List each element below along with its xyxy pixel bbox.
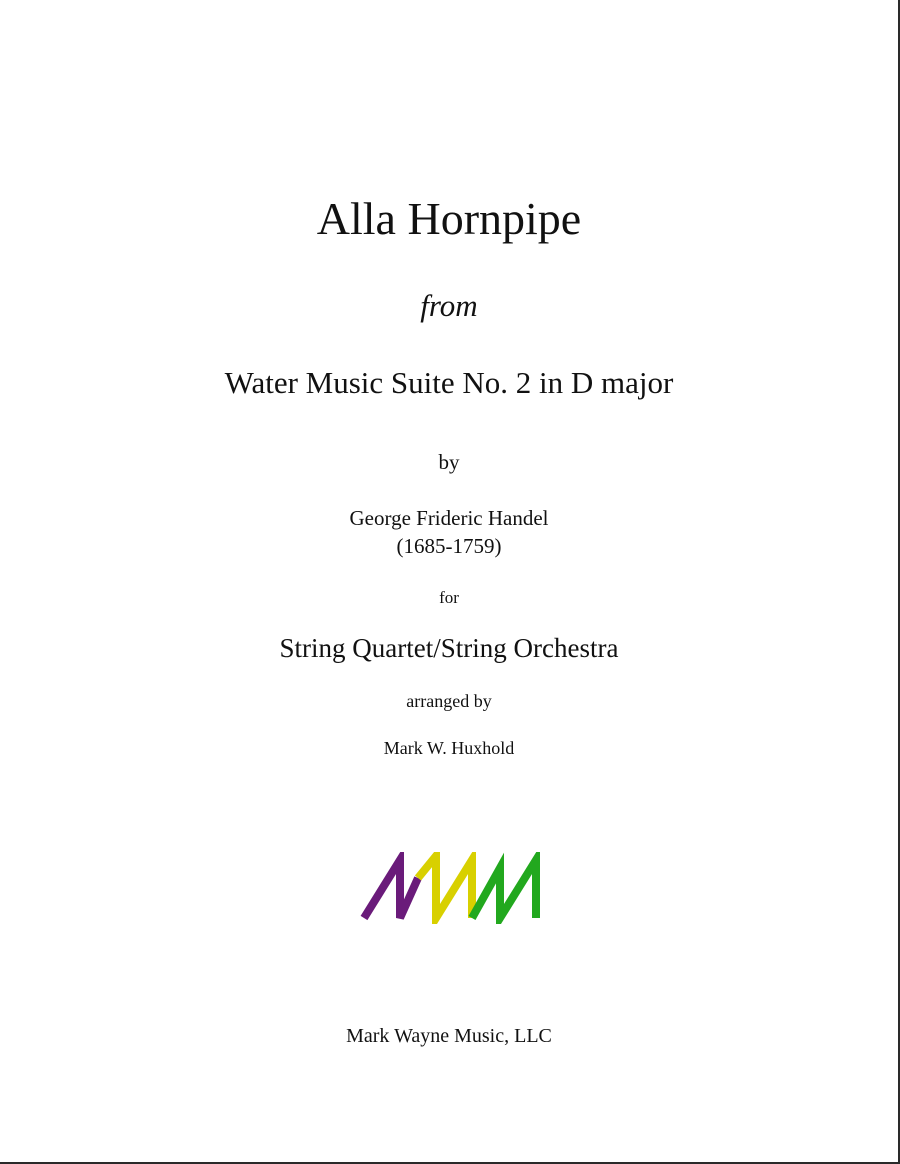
composer-name: George Frideric Handel (349, 506, 549, 530)
publisher-name: Mark Wayne Music, LLC (346, 1025, 552, 1047)
composer-dates: (1685-1759) (396, 534, 502, 558)
logo-yellow-stroke (418, 856, 472, 918)
for-label: for (439, 588, 459, 607)
by-label: by (438, 450, 460, 474)
arranged-by-label: arranged by (406, 691, 492, 711)
instrumentation: String Quartet/String Orchestra (279, 633, 619, 663)
mwm-logo-icon (360, 852, 544, 924)
logo-green-stroke (472, 860, 536, 918)
logo-purple-stroke (364, 860, 418, 918)
work-title: Water Music Suite No. 2 in D major (224, 365, 674, 400)
arranger-name: Mark W. Huxhold (383, 738, 515, 758)
page-title: Alla Hornpipe (316, 193, 582, 244)
from-label: from (420, 288, 478, 323)
